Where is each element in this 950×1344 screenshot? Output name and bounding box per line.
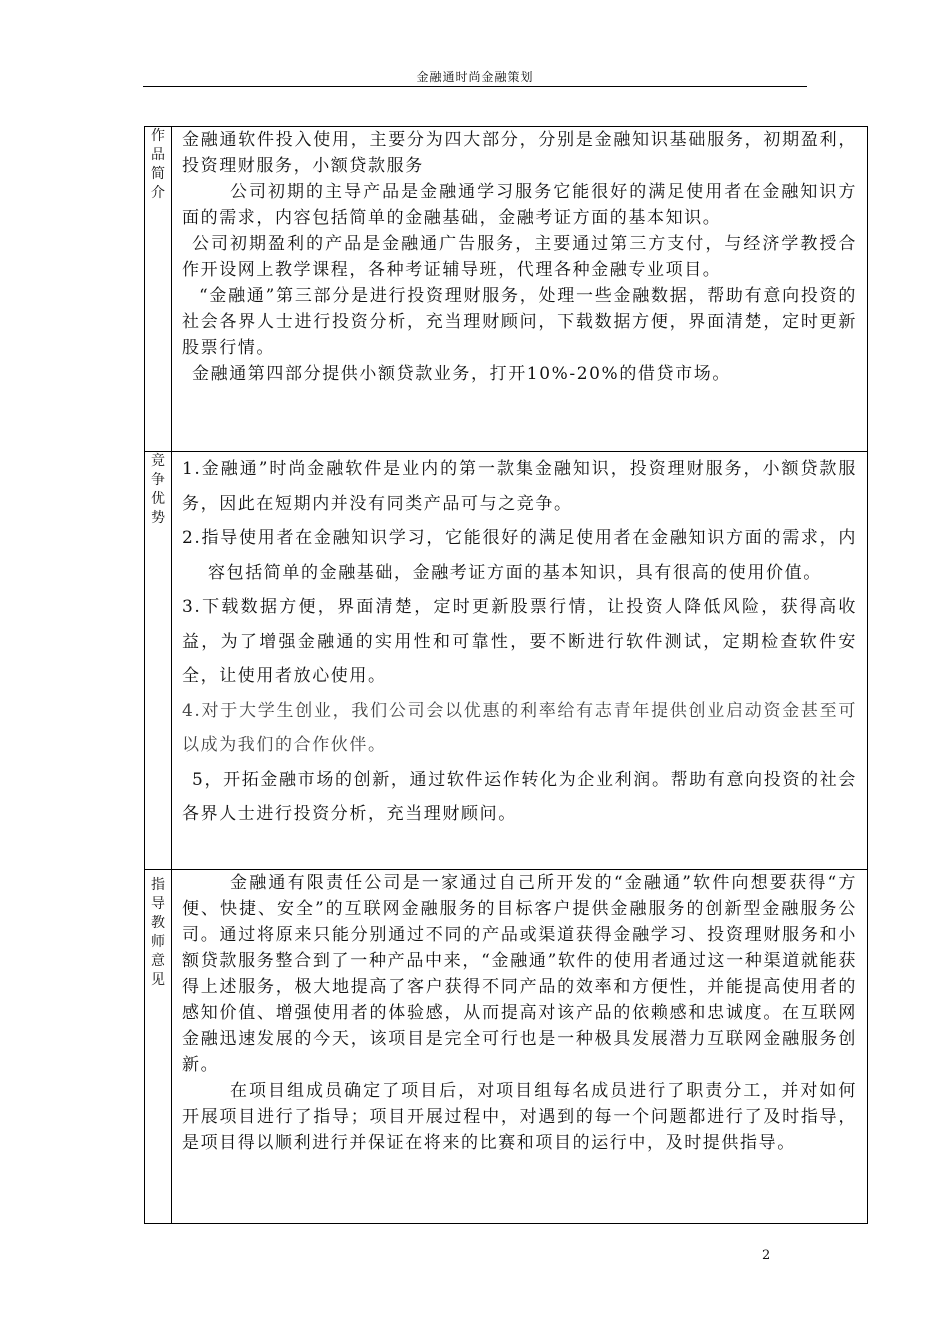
intro-paragraph: 公司初期盈利的产品是金融通广告服务，主要通过第三方支付，与经济学教授合作开设网上教学课程，各种考证辅导班，代理各种金融专业项目。 <box>182 234 857 280</box>
table-row-advantages <box>145 452 868 870</box>
row-label-intro: 作品简介 <box>145 127 172 452</box>
table-row-intro <box>145 127 868 452</box>
intro-content <box>172 127 868 452</box>
plan-table <box>144 126 868 1224</box>
advantages-content <box>172 452 868 870</box>
table-row-mentor <box>145 870 868 1224</box>
header-divider <box>143 86 807 87</box>
mentor-paragraph: 金融通有限责任公司是一家通过自己所开发的“金融通”软件向想要获得“方便、快捷、安全”的互联网金融服务的目标客户提供金融服务的创新型金融服务公司。通过将原来只能分别通过不同的产品或渠道获得金融学习、投资理财服务和小额贷款服务整合到了一种产品中来，“金融通”软件的使用者通过这一种渠道就能获得上述服务，极大地提高了客户获得不同产品的效率和方便性，并能提高使用者的感知价值、增强使用者的体验感，从而提高对该产品的依赖感和忠诚度。在互联网金融迅速发展的今天，该项目是完全可行也是一种极具发展潜力互联网金融服务创新。 <box>182 873 857 1075</box>
intro-paragraph: 公司初期的主导产品是金融通学习服务它能很好的满足使用者在金融知识方面的需求，内容包括简单的金融基础，金融考证方面的基本知识。 <box>182 182 857 228</box>
page-number: 2 <box>762 1248 771 1263</box>
intro-paragraph: 金融通软件投入使用，主要分为四大部分，分别是金融知识基础服务，初期盈利，投资理财服务，小额贷款服务 <box>182 130 857 176</box>
mentor-paragraph: 在项目组成员确定了项目后，对项目组每名成员进行了职责分工，并对如何开展项目进行了指导；项目开展过程中，对遇到的每一个问题都进行了及时指导，是项目得以顺利进行并保证在将来的比赛和项目的运行中，及时提供指导。 <box>182 1081 857 1153</box>
advantage-item: 5，开拓金融市场的创新，通过软件运作转化为企业利润。帮助有意向投资的社会各界人士进行投资分析，充当理财顾问。 <box>182 769 857 824</box>
row-label-mentor: 指导教师意见 <box>145 870 172 1224</box>
advantage-item: 2.指导使用者在金融知识学习，它能很好的满足使用者在金融知识方面的需求，内容包括简单的金融基础，金融考证方面的基本知识，具有很高的使用价值。 <box>182 528 857 583</box>
intro-paragraph: 金融通第四部分提供小额贷款业务，打开10%-20%的借贷市场。 <box>192 364 731 384</box>
page-header-title: 金融通时尚金融策划 <box>416 70 534 84</box>
advantage-item: 1.金融通”时尚金融软件是业内的第一款集金融知识，投资理财服务，小额贷款服务，因此在短期内并没有同类产品可与之竞争。 <box>182 459 857 514</box>
advantage-item: 3.下载数据方便，界面清楚，定时更新股票行情，让投资人降低风险，获得高收益，为了增强金融通的实用性和可靠性，要不断进行软件测试，定期检查软件安全，让使用者放心使用。 <box>182 597 857 686</box>
mentor-content <box>172 870 868 1224</box>
advantage-item: 4.对于大学生创业，我们公司会以优惠的利率给有志青年提供创业启动资金甚至可以成为我们的合作伙伴。 <box>182 700 857 755</box>
row-label-advantages: 竞争优势 <box>145 452 172 870</box>
intro-paragraph: “金融通”第三部分是进行投资理财服务，处理一些金融数据，帮助有意向投资的社会各界人士进行投资分析，充当理财顾问，下载数据方便，界面清楚，定时更新股票行情。 <box>182 286 857 358</box>
